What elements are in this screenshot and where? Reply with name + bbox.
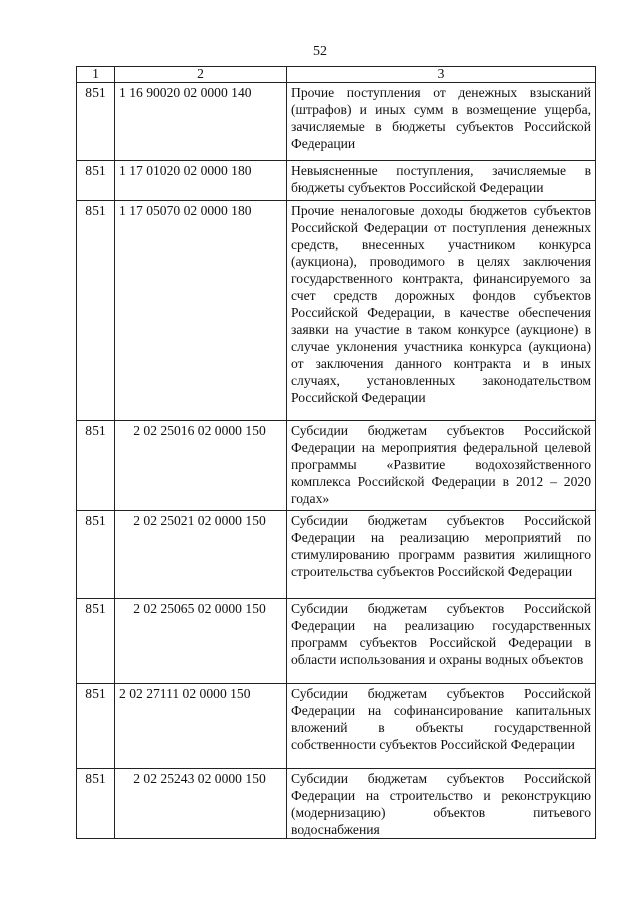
budget-code-cell: 2 02 25243 02 0000 150 (115, 769, 287, 839)
admin-code-cell: 851 (77, 511, 115, 599)
page-number: 52 (313, 44, 327, 59)
admin-code-cell: 851 (77, 83, 115, 161)
budget-code-cell: 2 02 25016 02 0000 150 (115, 421, 287, 511)
table-row (77, 599, 596, 684)
admin-code-cell: 851 (77, 201, 115, 421)
budget-code-cell: 1 17 01020 02 0000 180 (115, 161, 287, 201)
revenue-name-cell: Прочие поступления от денежных взысканий (штрафов) и иных сумм в возмещение ущерба, зачисляемые в бюджеты субъектов Российской Федерации (287, 83, 596, 161)
admin-code-cell: 851 (77, 161, 115, 201)
table-row (77, 684, 596, 769)
column-header-3: 3 (287, 67, 596, 83)
admin-code-cell: 851 (77, 769, 115, 839)
table-row (77, 83, 596, 161)
revenue-name-cell: Субсидии бюджетам субъектов Российской Федерации на реализацию мероприятий по стимулированию программ развития жилищного строительства субъектов Российской Федерации (287, 511, 596, 599)
table-header-row (77, 67, 596, 83)
column-header-2: 2 (115, 67, 287, 83)
revenue-name-cell: Субсидии бюджетам субъектов Российской Федерации на софинансирование капитальных вложений в объекты государственной собственности субъектов Российской Федерации (287, 684, 596, 769)
admin-code-cell: 851 (77, 684, 115, 769)
table-row (77, 201, 596, 421)
admin-code-cell: 851 (77, 599, 115, 684)
table-row (77, 161, 596, 201)
revenue-name-cell: Субсидии бюджетам субъектов Российской Федерации на строительство и реконструкцию (модернизацию) объектов питьевого водоснабжения (287, 769, 596, 839)
table-row (77, 511, 596, 599)
budget-code-cell: 2 02 25021 02 0000 150 (115, 511, 287, 599)
budget-code-cell: 2 02 27111 02 0000 150 (115, 684, 287, 769)
column-header-1: 1 (77, 67, 115, 83)
table-row (77, 421, 596, 511)
budget-code-cell: 1 16 90020 02 0000 140 (115, 83, 287, 161)
budget-code-cell: 1 17 05070 02 0000 180 (115, 201, 287, 421)
revenue-name-cell: Субсидии бюджетам субъектов Российской Федерации на реализацию государственных программ субъектов Российской Федерации в области использования и охраны водных объектов (287, 599, 596, 684)
budget-code-cell: 2 02 25065 02 0000 150 (115, 599, 287, 684)
revenue-name-cell: Прочие неналоговые доходы бюджетов субъектов Российской Федерации от поступления денежных средств, внесенных участником конкурса (аукциона), проводимого в целях заключения государственного контракта, финансируемого за счет средств дорожных фондов субъектов Российской Федерации, в качестве обеспечения заявки на участие в таком конкурсе (аукционе) в случае уклонения участника конкурса (аукциона) от заключения данного контракта и в иных случаях, установленных законодательством Российской Федерации (287, 201, 596, 421)
revenue-name-cell: Невыясненные поступления, зачисляемые в бюджеты субъектов Российской Федерации (287, 161, 596, 201)
revenue-name-cell: Субсидии бюджетам субъектов Российской Федерации на мероприятия федеральной целевой программы «Развитие водохозяйственного комплекса Российской Федерации в 2012 – 2020 годах» (287, 421, 596, 511)
table-row (77, 769, 596, 839)
revenue-codes-table (76, 66, 596, 839)
admin-code-cell: 851 (77, 421, 115, 511)
